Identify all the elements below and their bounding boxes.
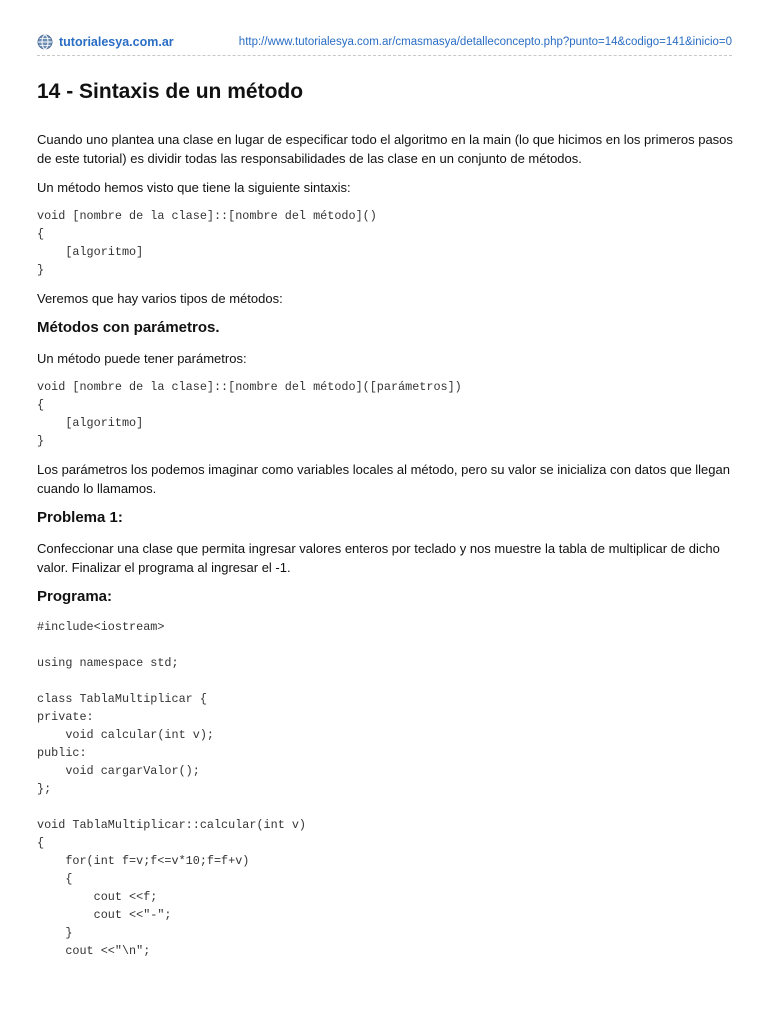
paragraph: Los parámetros los podemos imaginar como variables locales al método, pero su valor se inicializa con datos que llegan cuando lo llamamos. xyxy=(37,462,730,496)
header-divider xyxy=(37,55,732,56)
paragraph: Confeccionar una clase que permita ingresar valores enteros por teclado y nos muestre la tabla de multiplicar de dicho valor. Finalizar el programa al ingresar el -1. xyxy=(37,541,720,575)
article-body xyxy=(37,130,737,960)
site-link[interactable] xyxy=(37,34,174,50)
article-content xyxy=(37,78,737,970)
code-block: void [nombre de la clase]::[nombre del método]([parámetros]) { [algoritmo] } xyxy=(37,380,462,448)
paragraph: Un método hemos visto que tiene la siguiente sintaxis: xyxy=(37,180,351,195)
code-block: void [nombre de la clase]::[nombre del método]() { [algoritmo] } xyxy=(37,209,377,277)
section-heading: Programa: xyxy=(37,588,113,605)
section-heading: Problema 1: xyxy=(37,509,123,526)
code-block: #include<iostream> using namespace std; class TablaMultiplicar { private: void calcular(int v); public: void cargarValor(); }; void TablaMultiplicar::calcular(int v) { for(int f=v;f<=v*10;f=f+v) { cout <<f; cout <<"-"; } cout <<"\n"; xyxy=(37,620,307,958)
globe-icon xyxy=(37,34,53,50)
paragraph: Un método puede tener parámetros: xyxy=(37,351,247,366)
paragraph: Veremos que hay varios tipos de métodos: xyxy=(37,291,283,306)
page-title: 14 - Sintaxis de un método xyxy=(37,80,304,103)
paragraph: Cuando uno plantea una clase en lugar de especificar todo el algoritmo en la main (lo que hicimos en los primeros pasos de este tutorial) es dividir todas las responsabilidades de las clase en un conjunto de métodos. xyxy=(37,132,733,166)
section-heading: Métodos con parámetros. xyxy=(37,319,220,336)
site-name-link[interactable]: tutorialesya.com.ar xyxy=(59,35,174,49)
page-header xyxy=(37,33,732,51)
page-url-link[interactable]: http://www.tutorialesya.com.ar/cmasmasya/detalleconcepto.php?punto=14&codigo=141&inicio=0 xyxy=(238,36,732,48)
